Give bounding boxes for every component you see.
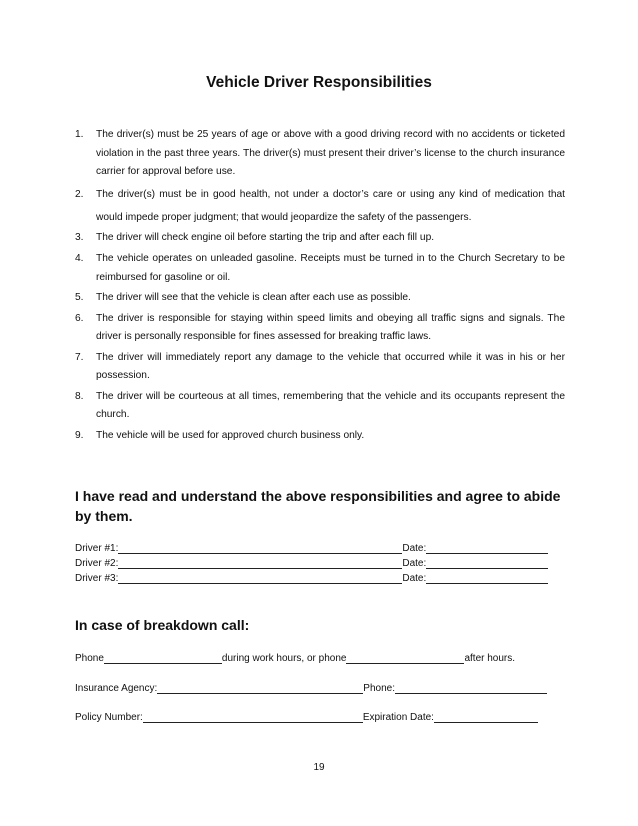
- expiration-date-label: Expiration Date:: [362, 712, 434, 723]
- driver-2-label: Driver #2:: [75, 558, 119, 569]
- driver-3-date-field[interactable]: [426, 573, 548, 584]
- driver-1-date-label: Date:: [402, 543, 427, 554]
- breakdown-heading: In case of breakdown call:: [75, 617, 250, 633]
- work-hours-phone-field[interactable]: [104, 653, 222, 664]
- driver-2-signature-field[interactable]: [118, 558, 402, 569]
- list-item: [75, 229, 565, 248]
- list-item-text: The vehicle will be used for approved church business only.: [96, 429, 365, 441]
- driver-2-date-label: Date:: [402, 558, 427, 569]
- list-item: [75, 310, 565, 347]
- driver-2-date-field[interactable]: [426, 558, 548, 569]
- agreement-statement: I have read and understand the above responsibilities and agree to abide by them.: [75, 488, 561, 524]
- responsibilities-list: [75, 126, 565, 445]
- list-item-number: 3.: [75, 231, 84, 243]
- list-item-number: 2.: [75, 188, 84, 200]
- list-item-text: The driver will immediately report any damage to the vehicle that occurred while it was in his or her possession.: [96, 351, 565, 381]
- policy-row: [75, 712, 538, 725]
- driver-3-signature-field[interactable]: [118, 573, 402, 584]
- list-item: [75, 349, 565, 386]
- list-item-number: 7.: [75, 351, 84, 363]
- phone-row: [75, 653, 515, 666]
- driver-1-row: [75, 543, 548, 556]
- driver-1-signature-field[interactable]: [118, 543, 402, 554]
- list-item-text: The vehicle operates on unleaded gasoline. Receipts must be turned in to the Church Secretary to be reimbursed for gasoline or oil.: [96, 253, 565, 283]
- insurance-agency-field[interactable]: [157, 683, 363, 694]
- list-item: [75, 183, 565, 229]
- driver-1-date-field[interactable]: [426, 543, 548, 554]
- driver-2-row: [75, 558, 548, 571]
- after-hours-text: after hours.: [464, 653, 516, 664]
- policy-number-field[interactable]: [143, 712, 363, 723]
- list-item: [75, 126, 565, 182]
- work-hours-text: during work hours, or phone: [221, 653, 347, 664]
- driver-3-row: [75, 573, 548, 586]
- list-item-number: 9.: [75, 429, 84, 441]
- insurance-agency-label: Insurance Agency:: [75, 683, 158, 694]
- list-item-number: 6.: [75, 312, 84, 324]
- driver-3-date-label: Date:: [402, 573, 427, 584]
- list-item-text: The driver(s) must be 25 years of age or above with a good driving record with no accidents or ticketed violation in the past three years. The driver(s) must present their driver’s license to the church insurance carrier for approval before use.: [96, 129, 565, 177]
- policy-number-label: Policy Number:: [75, 712, 143, 723]
- list-item-text: The driver will be courteous at all times, remembering that the vehicle and its occupants represent the church.: [96, 390, 565, 420]
- list-item-number: 4.: [75, 253, 84, 264]
- list-item: [75, 250, 565, 287]
- list-item-text: The driver is responsible for staying within speed limits and obeying all traffic signs and signals. The driver is personally responsible for fines assessed for breaking traffic laws.: [96, 312, 565, 342]
- insurance-phone-label: Phone:: [363, 683, 395, 694]
- insurance-row: [75, 683, 547, 696]
- list-item-text: The driver will see that the vehicle is clean after each use as possible.: [96, 292, 411, 303]
- expiration-date-field[interactable]: [434, 712, 538, 723]
- after-hours-phone-field[interactable]: [346, 653, 464, 664]
- list-item-text: The driver(s) must be in good health, not under a doctor’s care or using any kind of medication that would impede proper judgment; that would jeopardize the safety of the passengers.: [96, 188, 565, 223]
- page-number: 19: [313, 762, 325, 773]
- driver-1-label: Driver #1:: [75, 543, 119, 554]
- list-item-number: 5.: [75, 292, 84, 303]
- list-item: [75, 289, 565, 308]
- insurance-phone-field[interactable]: [395, 683, 547, 694]
- list-item: [75, 388, 565, 425]
- list-item-number: 8.: [75, 390, 84, 402]
- list-item-text: The driver will check engine oil before starting the trip and after each fill up.: [96, 231, 435, 243]
- phone-label: Phone: [75, 653, 104, 664]
- driver-3-label: Driver #3:: [75, 573, 119, 584]
- list-item-number: 1.: [75, 129, 84, 140]
- list-item: [75, 427, 565, 446]
- page-title: Vehicle Driver Responsibilities: [206, 74, 432, 91]
